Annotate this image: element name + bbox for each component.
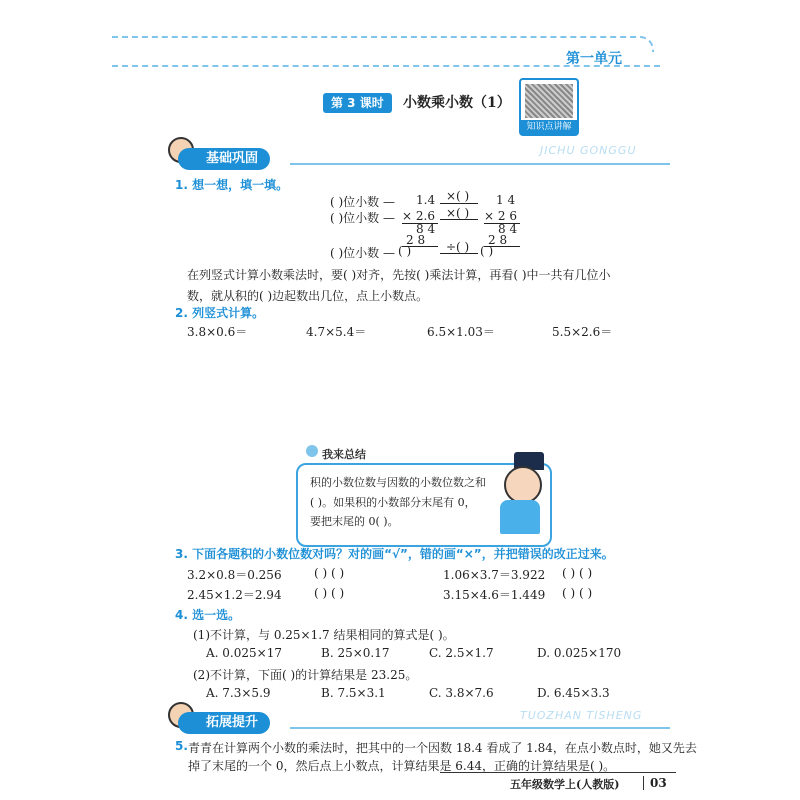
q4-sub2-option-b: B. 7.5×3.1 (321, 686, 386, 700)
q3-item-4-expr: 3.15×4.6＝1.449 (443, 588, 546, 602)
footer-separator (643, 776, 644, 790)
q4-sub2-stem: (2)不计算，下面( )的计算结果是 23.25。 (193, 668, 418, 682)
qr-code[interactable] (519, 78, 579, 136)
q1-left-partial-2: 2 8 (406, 233, 426, 247)
q1-mid-divide-blank: ÷( ) (446, 240, 470, 254)
q1-left-multiplier: × 2.6 (402, 209, 435, 223)
q1-right-partial-1: 8 4 (498, 222, 518, 236)
q3-item-3-blanks: ( ) ( ) (314, 586, 345, 600)
q1-mid-multiply-blank-2: ×( ) (446, 206, 470, 220)
q1-right-result-blank: ( ) (480, 244, 494, 258)
q2-item-1: 3.8×0.6＝ (187, 325, 248, 339)
summary-line-1: 积的小数位数与因数的小数位数之和 (310, 476, 486, 489)
q4-sub1-option-c: C. 2.5×1.7 (429, 646, 494, 660)
section-title-basic: 基础巩固 (178, 148, 270, 170)
q4-sub1-option-d: D. 0.025×170 (537, 646, 622, 660)
section-divider (290, 163, 670, 165)
q1-text-line-2: 数，就从积的( )边起数出几位，点上小数点。 (187, 289, 429, 303)
q3-item-2-blanks: ( ) ( ) (562, 566, 593, 580)
boy-body-icon (500, 500, 540, 534)
summary-line-2: ( )。如果积的小数部分末尾有 0， (310, 496, 476, 509)
qr-code-label: 知识点讲解 (521, 120, 577, 134)
q2-item-4: 5.5×2.6＝ (552, 325, 613, 339)
question-4-heading: 4. 选一选。 (175, 608, 241, 622)
q1-digit-label-2: ( )位小数 — (330, 211, 395, 225)
q1-mid-multiply-blank: ×( ) (446, 189, 470, 203)
summary-line-3: 要把末尾的 0( )。 (310, 515, 399, 528)
boy-mascot-icon (504, 466, 542, 504)
question-3-heading: 3. 下面各题积的小数位数对吗？对的画“√”，错的画“×”，并把错误的改正过来。 (175, 547, 614, 561)
q3-item-1-expr: 3.2×0.8＝0.256 (187, 568, 282, 582)
qr-code-image (525, 84, 573, 118)
q1-right-multiplicand: 1 4 (496, 193, 516, 207)
q1-arrow-right-1 (440, 203, 478, 204)
header-divider (112, 65, 660, 67)
section-english-extend: TUOZHAN TISHENG (520, 709, 643, 722)
question-5-number: 5. (175, 739, 188, 753)
question-2-heading: 2. 列竖式计算。 (175, 306, 265, 320)
q4-sub2-option-d: D. 6.45×3.3 (537, 686, 610, 700)
q4-sub2-option-a: A. 7.3×5.9 (206, 686, 271, 700)
q4-sub2-option-c: C. 3.8×7.6 (429, 686, 494, 700)
q1-right-multiplier: × 2 6 (484, 209, 517, 223)
lesson-badge: 第 3 课时 (323, 93, 392, 113)
section-english-basic: JICHU GONGGU (540, 144, 637, 157)
q1-arrow-left (440, 253, 478, 254)
footer-book-title: 五年级数学上(人教版) (510, 778, 620, 791)
q2-item-2: 4.7×5.4＝ (306, 325, 367, 339)
summary-bubble-icon (306, 445, 318, 457)
summary-tag: 我来总结 (322, 448, 366, 461)
q4-sub1-option-a: A. 0.025×17 (206, 646, 282, 660)
q1-left-partial-1: 8 4 (416, 222, 436, 236)
q1-digit-label-3: ( )位小数 — (330, 246, 395, 260)
page-number: 03 (650, 776, 667, 790)
q4-sub1-stem: (1)不计算，与 0.25×1.7 结果相同的算式是( )。 (193, 628, 455, 642)
q1-digit-label-1: ( )位小数 — (330, 195, 395, 209)
question-1-heading: 1. 想一想，填一填。 (175, 178, 289, 192)
q1-left-result-blank: ( ) (398, 244, 412, 258)
q1-text-line-1: 在列竖式计算小数乘法时，要( )对齐，先按( )乘法计算，再看( )中一共有几位小 (187, 268, 611, 282)
q4-sub1-option-b: B. 25×0.17 (321, 646, 390, 660)
q1-right-partial-2: 2 8 (488, 233, 508, 247)
q3-item-4-blanks: ( ) ( ) (562, 586, 593, 600)
q5-line-2: 掉了末尾的一个 0，然后点上小数点，计算结果是 6.44，正确的计算结果是( )。 (188, 759, 616, 773)
q3-item-2-expr: 1.06×3.7＝3.922 (443, 568, 546, 582)
section-divider (290, 727, 670, 729)
section-title-extend: 拓展提升 (178, 712, 270, 734)
q1-left-multiplicand: 1.4 (416, 193, 436, 207)
q3-item-1-blanks: ( ) ( ) (314, 566, 345, 580)
lesson-title: 小数乘小数（1） (403, 95, 511, 111)
q1-arrow-right-2 (440, 219, 478, 220)
q2-item-3: 6.5×1.03＝ (427, 325, 495, 339)
q5-line-1: 青青在计算两个小数的乘法时，把其中的一个因数 18.4 看成了 1.84，在点小数点时，她又先去 (188, 741, 697, 755)
unit-label: 第一单元 (566, 51, 622, 67)
q3-item-3-expr: 2.45×1.2＝2.94 (187, 588, 282, 602)
footer-rule (440, 772, 676, 773)
